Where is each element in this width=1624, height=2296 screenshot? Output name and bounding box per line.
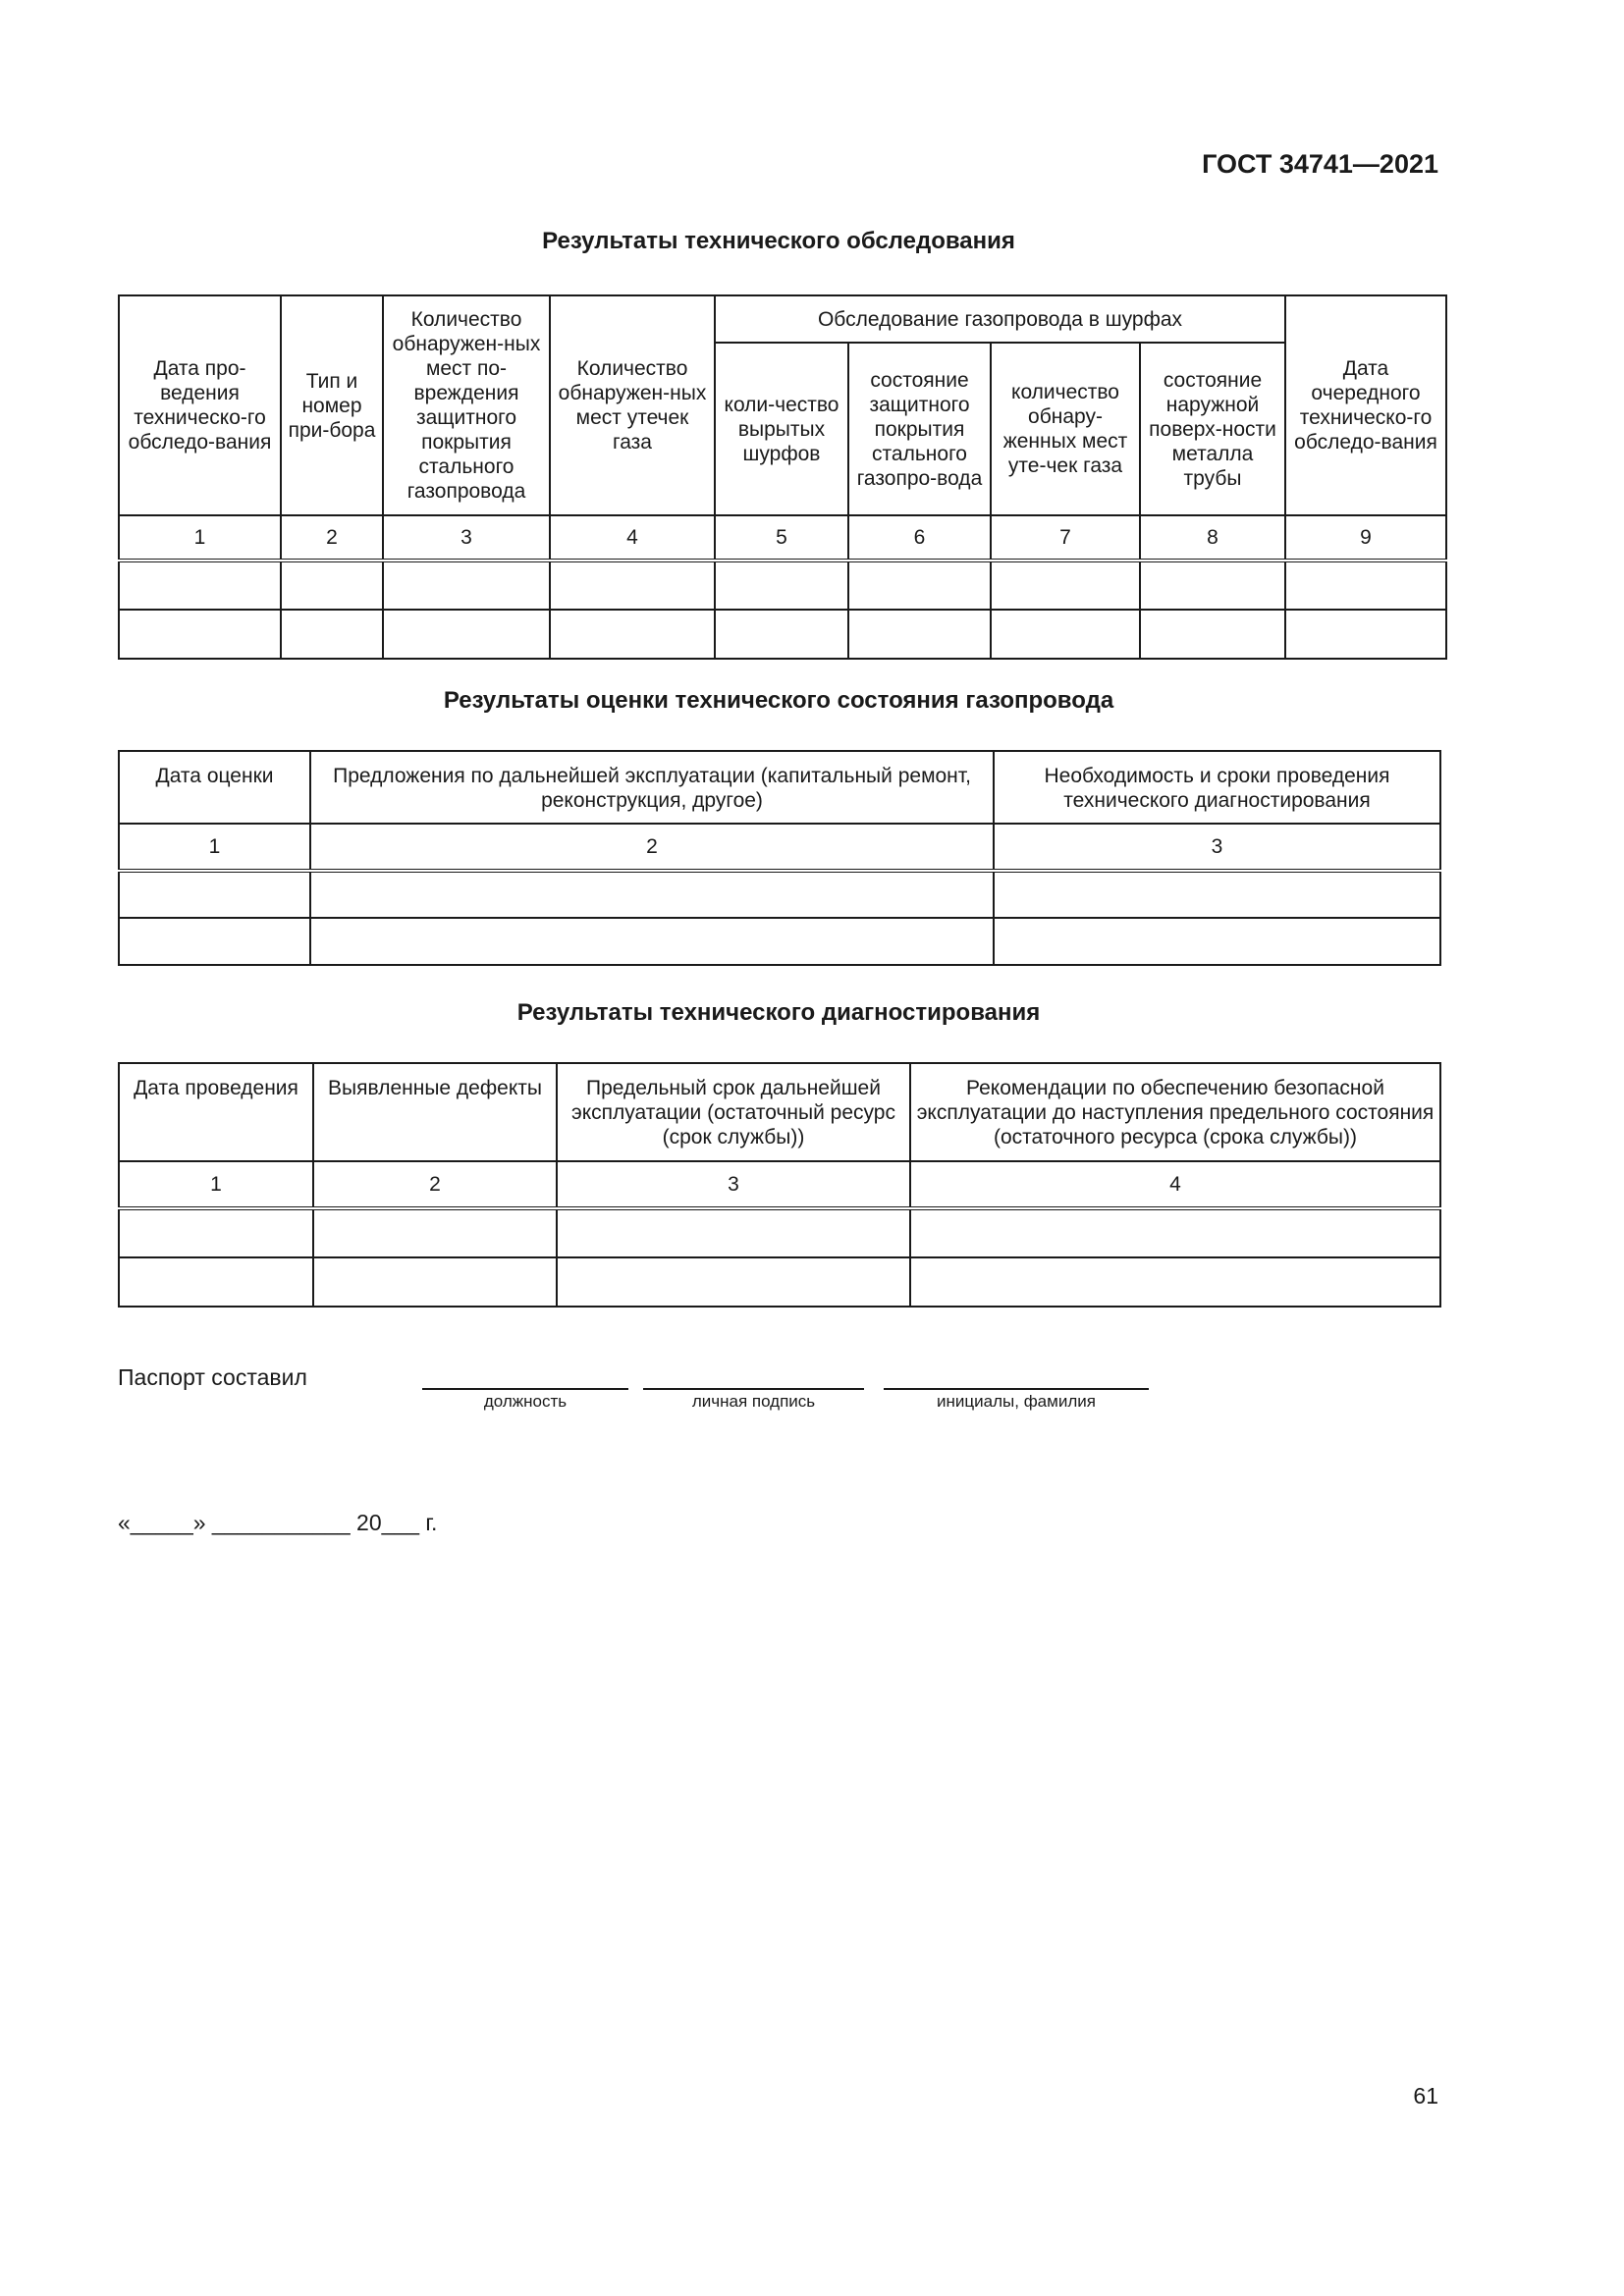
name-line[interactable] (884, 1388, 1149, 1390)
passport-compiled-label: Паспорт составил (118, 1364, 307, 1390)
empty-cell[interactable] (1140, 561, 1285, 610)
col-number: 2 (313, 1161, 557, 1208)
col-header-diagnostics-need: Необходимость и сроки проведения технического диагностирования (994, 751, 1440, 824)
name-caption: инициалы, фамилия (937, 1392, 1096, 1411)
col-number: 7 (991, 515, 1140, 561)
empty-cell[interactable] (557, 1257, 910, 1307)
empty-cell[interactable] (119, 1208, 313, 1257)
table-row (119, 1208, 1440, 1257)
empty-cell[interactable] (1285, 610, 1446, 659)
col-header-survey-date: Дата про-ведения техническо-го обследо-вания (119, 295, 281, 515)
survey-results-table (118, 294, 1447, 660)
signature-caption: личная подпись (691, 1392, 816, 1411)
col-header-diagnostics-date: Дата проведения (119, 1063, 313, 1161)
position-caption: должность (483, 1392, 568, 1411)
col-number: 6 (848, 515, 991, 561)
col-header-service-life: Предельный срок дальнейшей эксплуатации (остаточный ресурс (срок службы)) (557, 1063, 910, 1161)
diagnostics-results-table (118, 1062, 1441, 1308)
table-row (119, 610, 1446, 659)
empty-cell[interactable] (383, 610, 550, 659)
empty-cell[interactable] (910, 1208, 1440, 1257)
signature-line[interactable] (643, 1388, 864, 1390)
empty-cell[interactable] (991, 561, 1140, 610)
empty-cell[interactable] (119, 610, 281, 659)
empty-cell[interactable] (119, 871, 310, 918)
empty-cell[interactable] (991, 610, 1140, 659)
col-group-pit-survey: Обследование газопровода в шурфах (715, 295, 1285, 343)
empty-cell[interactable] (281, 610, 383, 659)
document-id: ГОСТ 34741—2021 (1202, 149, 1438, 179)
table-row (119, 918, 1440, 965)
col-header-operation-proposals: Предложения по дальнейшей эксплуатации (капитальный ремонт, реконструкция, другое) (310, 751, 994, 824)
empty-cell[interactable] (848, 561, 991, 610)
assessment-results-table (118, 750, 1441, 966)
empty-cell[interactable] (119, 1257, 313, 1307)
col-number: 3 (994, 824, 1440, 871)
date-line: «_____» ___________ 20___ г. (118, 1510, 438, 1535)
col-header-pipe-surface: состояние наружной поверх-ности металла трубы (1140, 343, 1285, 515)
col-number: 8 (1140, 515, 1285, 561)
section-title-diagnostics: Результаты технического диагностирования (516, 999, 1041, 1026)
col-number: 2 (310, 824, 994, 871)
col-number: 4 (550, 515, 715, 561)
empty-cell[interactable] (910, 1257, 1440, 1307)
empty-cell[interactable] (994, 871, 1440, 918)
empty-cell[interactable] (310, 871, 994, 918)
col-number: 1 (119, 515, 281, 561)
col-number: 1 (119, 824, 310, 871)
empty-cell[interactable] (119, 918, 310, 965)
col-number: 9 (1285, 515, 1446, 561)
page-number: 61 (1413, 2083, 1438, 2109)
col-number: 5 (715, 515, 848, 561)
empty-cell[interactable] (1140, 610, 1285, 659)
col-header-gas-leaks: Количество обнаружен-ных мест утечек газа (550, 295, 715, 515)
section-title-survey: Результаты технического обследования (542, 228, 1015, 254)
col-number: 2 (281, 515, 383, 561)
empty-cell[interactable] (550, 610, 715, 659)
col-header-next-survey-date: Дата очередного техническо-го обследо-вания (1285, 295, 1446, 515)
empty-cell[interactable] (550, 561, 715, 610)
empty-cell[interactable] (313, 1208, 557, 1257)
empty-cell[interactable] (557, 1208, 910, 1257)
section-title-assessment: Результаты оценки технического состояния газопровода (443, 687, 1114, 714)
col-header-assessment-date: Дата оценки (119, 751, 310, 824)
col-header-coating-state: состояние защитного покрытия стального газопро-вода (848, 343, 991, 515)
col-header-coating-damage: Количество обнаружен-ных мест по-вреждения защитного покрытия стального газопровода (383, 295, 550, 515)
empty-cell[interactable] (383, 561, 550, 610)
empty-cell[interactable] (281, 561, 383, 610)
empty-cell[interactable] (848, 610, 991, 659)
empty-cell[interactable] (994, 918, 1440, 965)
col-number: 4 (910, 1161, 1440, 1208)
col-number: 1 (119, 1161, 313, 1208)
col-header-defects: Выявленные дефекты (313, 1063, 557, 1161)
position-line[interactable] (422, 1388, 628, 1390)
empty-cell[interactable] (715, 610, 848, 659)
col-header-safety-recommendations: Рекомендации по обеспечению безопасной эксплуатации до наступления предельного состояния (остаточного ресурса (срока службы)) (910, 1063, 1440, 1161)
col-header-device: Тип и номер при-бора (281, 295, 383, 515)
empty-cell[interactable] (119, 561, 281, 610)
col-header-pits-count: коли-чество вырытых шурфов (715, 343, 848, 515)
col-number: 3 (557, 1161, 910, 1208)
table-row (119, 871, 1440, 918)
empty-cell[interactable] (310, 918, 994, 965)
table-row (119, 561, 1446, 610)
table-row (119, 1257, 1440, 1307)
col-number: 3 (383, 515, 550, 561)
empty-cell[interactable] (1285, 561, 1446, 610)
empty-cell[interactable] (313, 1257, 557, 1307)
empty-cell[interactable] (715, 561, 848, 610)
col-header-pit-leaks: количество обнару-женных мест уте-чек газа (991, 343, 1140, 515)
